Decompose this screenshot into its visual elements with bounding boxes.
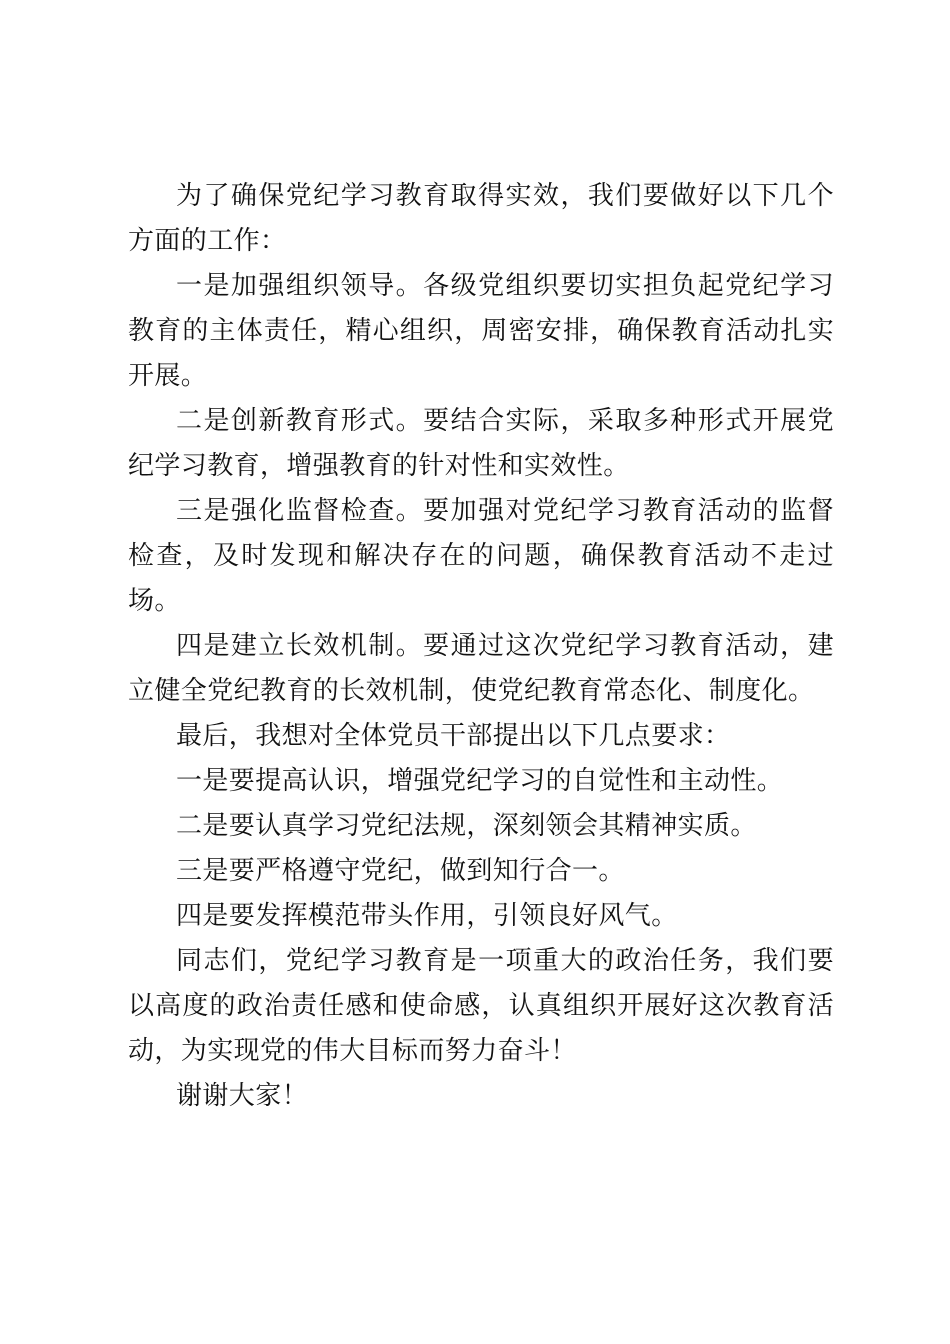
paragraph-supervision: 三是强化监督检查。要加强对党纪学习教育活动的监督检查，及时发现和解决存在的问题，确保教育活动不走过场。 <box>128 496 834 616</box>
paragraph-education-format: 二是创新教育形式。要结合实际，采取多种形式开展党纪学习教育，增强教育的针对性和实效性。 <box>128 406 834 481</box>
paragraph-thanks: 谢谢大家！ <box>176 1081 309 1111</box>
paragraph-requirement-1: 一是要提高认识，增强党纪学习的自觉性和主动性。 <box>176 766 784 796</box>
paragraph-requirements-intro: 最后，我想对全体党员干部提出以下几点要求： <box>176 721 731 751</box>
paragraph-organization-leadership: 一是加强组织领导。各级党组织要切实担负起党纪学习教育的主体责任，精心组织，周密安排，确保教育活动扎实开展。 <box>128 271 834 391</box>
paragraph-closing: 同志们，党纪学习教育是一项重大的政治任务，我们要以高度的政治责任感和使命感，认真组织开展好这次教育活动，为实现党的伟大目标而努力奋斗！ <box>128 946 834 1066</box>
document-body <box>128 174 834 1119</box>
paragraph-requirement-4: 四是要发挥模范带头作用，引领良好风气。 <box>176 901 678 931</box>
paragraph-requirement-2: 二是要认真学习党纪法规，深刻领会其精神实质。 <box>176 811 757 841</box>
paragraph-intro: 为了确保党纪学习教育取得实效，我们要做好以下几个方面的工作： <box>128 181 834 256</box>
paragraph-requirement-3: 三是要严格遵守党纪，做到知行合一。 <box>176 856 625 886</box>
paragraph-long-term-mechanism: 四是建立长效机制。要通过这次党纪学习教育活动，建立健全党纪教育的长效机制，使党纪教育常态化、制度化。 <box>128 631 834 706</box>
